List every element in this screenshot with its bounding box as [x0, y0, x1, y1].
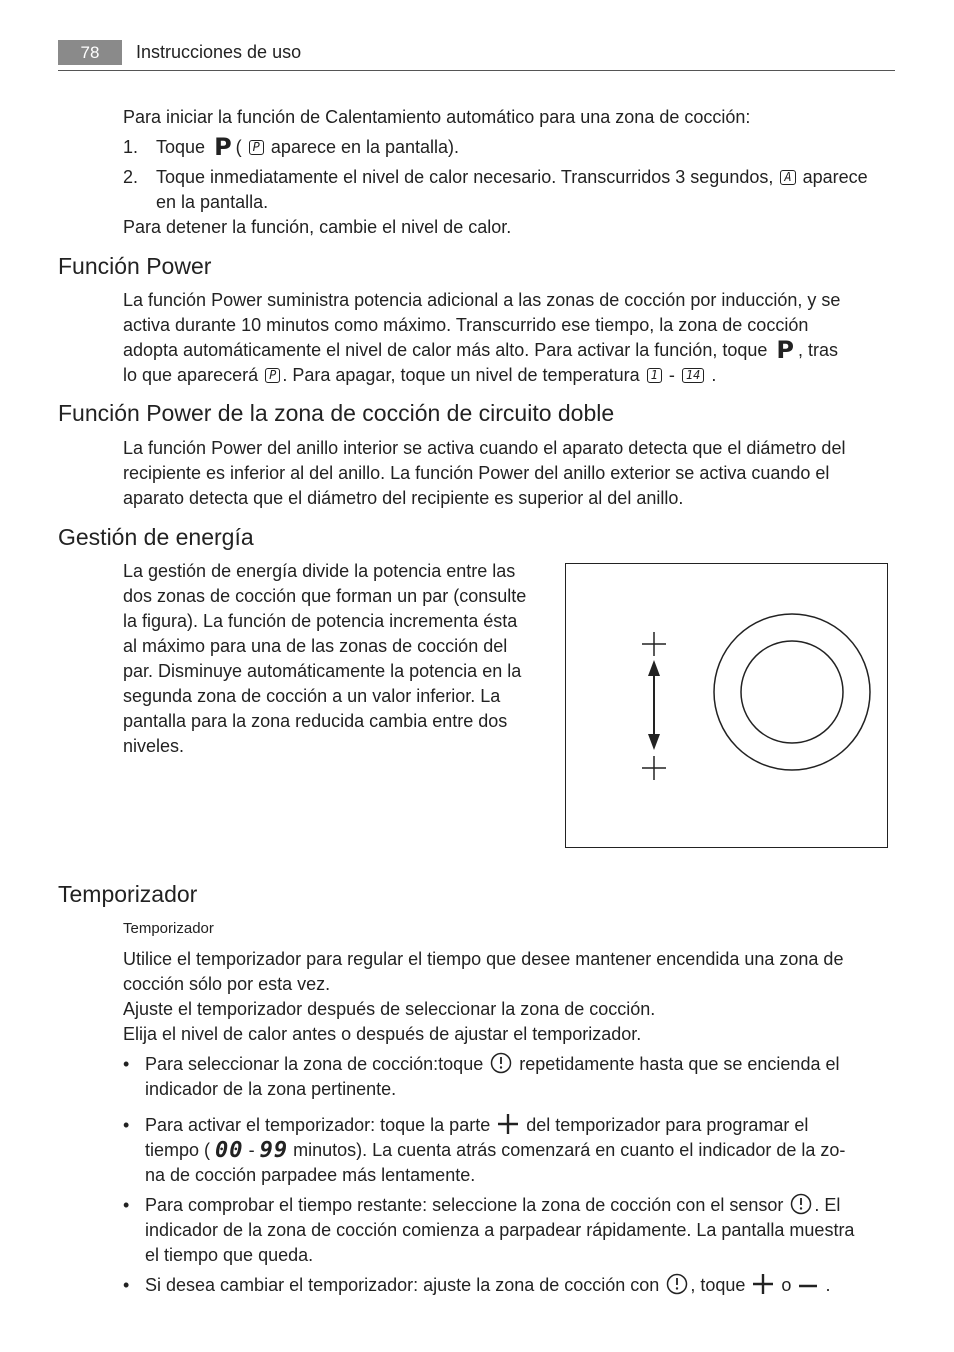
step-2-number: 2.	[123, 167, 139, 187]
display-99-icon: 99	[259, 1138, 289, 1163]
dual-line-3: aparato detecta que el diámetro del recipiente es superior al del anillo.	[123, 488, 684, 508]
plus-icon	[497, 1113, 519, 1135]
bullet-2-line-1	[145, 1113, 808, 1138]
bullet-1-text-a: toque	[438, 1054, 484, 1074]
step-2-text-a: Toque inmediatamente el nivel de calor necesario. Transcurridos 3 segundos,	[156, 167, 774, 187]
energy-line: la figura). La función de potencia incrementa ésta	[123, 611, 518, 631]
page-number: 78	[58, 40, 122, 65]
section-heading-energy: Gestión de energía	[58, 524, 254, 550]
power-p-icon: P	[214, 133, 232, 161]
step-1-text-b: aparece en la pantalla).	[270, 137, 460, 157]
bullet: •	[123, 1115, 130, 1135]
energy-line: al máximo para una de las zonas de cocción del	[123, 636, 508, 656]
bullet-2-line-2	[145, 1138, 845, 1163]
bullet: •	[123, 1195, 130, 1215]
power-line-4-end: .	[711, 365, 717, 385]
power-line-4-dash: -	[668, 365, 675, 385]
step-2	[156, 165, 896, 190]
timer-sensor-icon	[490, 1052, 512, 1074]
arrow-down-icon	[648, 734, 660, 750]
header-rule	[58, 70, 895, 71]
power-line-3-a: adopta automáticamente el nivel de calor más alto. Para activar la función, toque	[123, 340, 768, 360]
power-p-icon: P	[776, 336, 794, 364]
step-1	[156, 135, 459, 160]
step-1-number: 1.	[123, 137, 139, 157]
arrow-up-icon	[648, 660, 660, 676]
timer-sensor-icon	[790, 1193, 812, 1215]
power-line-2: activa durante 10 minutos como máximo. Transcurrido ese tiempo, la zona de cocción	[123, 315, 809, 335]
timer-line-3: Ajuste el temporizador después de seleccionar la zona de cocción.	[123, 999, 656, 1019]
bullet-4-label: Si desea cambiar el temporizador:	[145, 1275, 419, 1295]
display-a-icon: A	[780, 170, 795, 185]
bullet-3-text-a: seleccione la zona de cocción con el sensor	[432, 1195, 784, 1215]
bullet-3-line-1	[145, 1193, 840, 1218]
bullet-2-line-3: na de cocción parpadee más lentamente.	[145, 1165, 476, 1185]
bullet-2-label: Para activar el temporizador:	[145, 1115, 376, 1135]
energy-management-figure	[565, 563, 888, 848]
timer-line-2: cocción sólo por esta vez.	[123, 974, 331, 994]
intro-stop: Para detener la función, cambie el nivel de calor.	[123, 217, 512, 237]
display-level-14-icon: 14	[682, 368, 704, 383]
timer-sensor-icon	[666, 1273, 688, 1295]
power-line-1: La función Power suministra potencia adicional a las zonas de cocción por inducción, y se	[123, 290, 841, 310]
bullet-4-text-a: ajuste la zona de cocción con	[423, 1275, 660, 1295]
bullet-2-text-b: del temporizador para programar el	[526, 1115, 809, 1135]
outer-cooking-ring	[714, 614, 870, 770]
step-2-text-c: en la pantalla.	[156, 192, 269, 212]
minus-icon	[798, 1273, 818, 1295]
intro-lead: Para iniciar la función de Calentamiento automático para una zona de cocción:	[123, 107, 751, 127]
bullet-1-line-2: indicador de la zona pertinente.	[145, 1079, 397, 1099]
power-line-4-a: lo que aparecerá	[123, 365, 259, 385]
bullet-2-text-d: minutos). La cuenta atrás comenzará en cuanto el indicador de la zo-	[293, 1140, 846, 1160]
power-line-3	[123, 338, 838, 363]
timer-line-4: Elija el nivel de calor antes o después de ajustar el temporizador.	[123, 1024, 642, 1044]
bullet-2-text-a: toque la parte	[380, 1115, 491, 1135]
figure-drawing	[566, 564, 886, 846]
bullet-2-dash: -	[248, 1140, 255, 1160]
plus-icon	[752, 1273, 774, 1295]
energy-line: La gestión de energía divide la potencia entre las	[123, 561, 516, 581]
bullet-3-line-2: indicador de la zona de cocción comienza a parpadear rápidamente. La pantalla muestra	[145, 1220, 855, 1240]
power-line-4	[123, 363, 716, 388]
step-2-text-b: aparece	[802, 167, 868, 187]
bullet-1-label: Para seleccionar la zona de cocción:	[145, 1054, 439, 1074]
dual-line-1: La función Power del anillo interior se activa cuando el aparato detecta que el diámetro del	[123, 438, 846, 458]
section-heading-dual-circuit: Función Power de la zona de cocción de circuito doble	[58, 400, 615, 426]
bullet-1-line-1	[145, 1052, 839, 1077]
energy-line: niveles.	[123, 736, 185, 756]
section-heading-timer: Temporizador	[58, 881, 198, 907]
display-p-icon: P	[249, 140, 264, 155]
bullet-2-text-c: tiempo (	[145, 1140, 211, 1160]
energy-line: pantalla para la zona reducida cambia entre dos	[123, 711, 508, 731]
bullet-3-line-3: el tiempo que queda.	[145, 1245, 314, 1265]
energy-line: par. Disminuye automáticamente la potencia en la	[123, 661, 522, 681]
bullet-4-text-d: .	[825, 1275, 831, 1295]
bullet-1-text-b: repetidamente hasta que se encienda el	[519, 1054, 840, 1074]
display-00-icon: 00	[215, 1138, 244, 1163]
timer-line-1: Utilice el temporizador para regular el tiempo que desee mantener encendida una zona de	[123, 949, 844, 969]
section-heading-power: Función Power	[58, 253, 212, 279]
power-line-3-b: , tras	[797, 340, 838, 360]
bullet-4-text-c: o	[781, 1275, 792, 1295]
step-1-text-a: Toque	[156, 137, 206, 157]
bullet: •	[123, 1275, 130, 1295]
bullet-4-line-1	[145, 1273, 830, 1298]
inner-cooking-ring	[741, 641, 843, 743]
energy-line: dos zonas de cocción que forman un par (consulte	[123, 586, 527, 606]
dual-line-2: recipiente es inferior al del anillo. La función Power del anillo exterior se activa cuando el	[123, 463, 830, 483]
document-title: Instrucciones de uso	[136, 42, 302, 62]
energy-line: segunda zona de cocción a un valor inferior. La	[123, 686, 501, 706]
bullet-4-text-b: , toque	[690, 1275, 746, 1295]
timer-caption: Temporizador	[123, 920, 214, 937]
bullet-3-text-b: . El	[814, 1195, 841, 1215]
bullet-3-label: Para comprobar el tiempo restante:	[145, 1195, 428, 1215]
display-level-1-icon: 1	[647, 368, 662, 383]
bullet: •	[123, 1054, 130, 1074]
power-line-4-b: . Para apagar, toque un nivel de temperatura	[282, 365, 640, 385]
step-1-paren: (	[235, 137, 242, 157]
display-p-icon: P	[265, 368, 280, 383]
